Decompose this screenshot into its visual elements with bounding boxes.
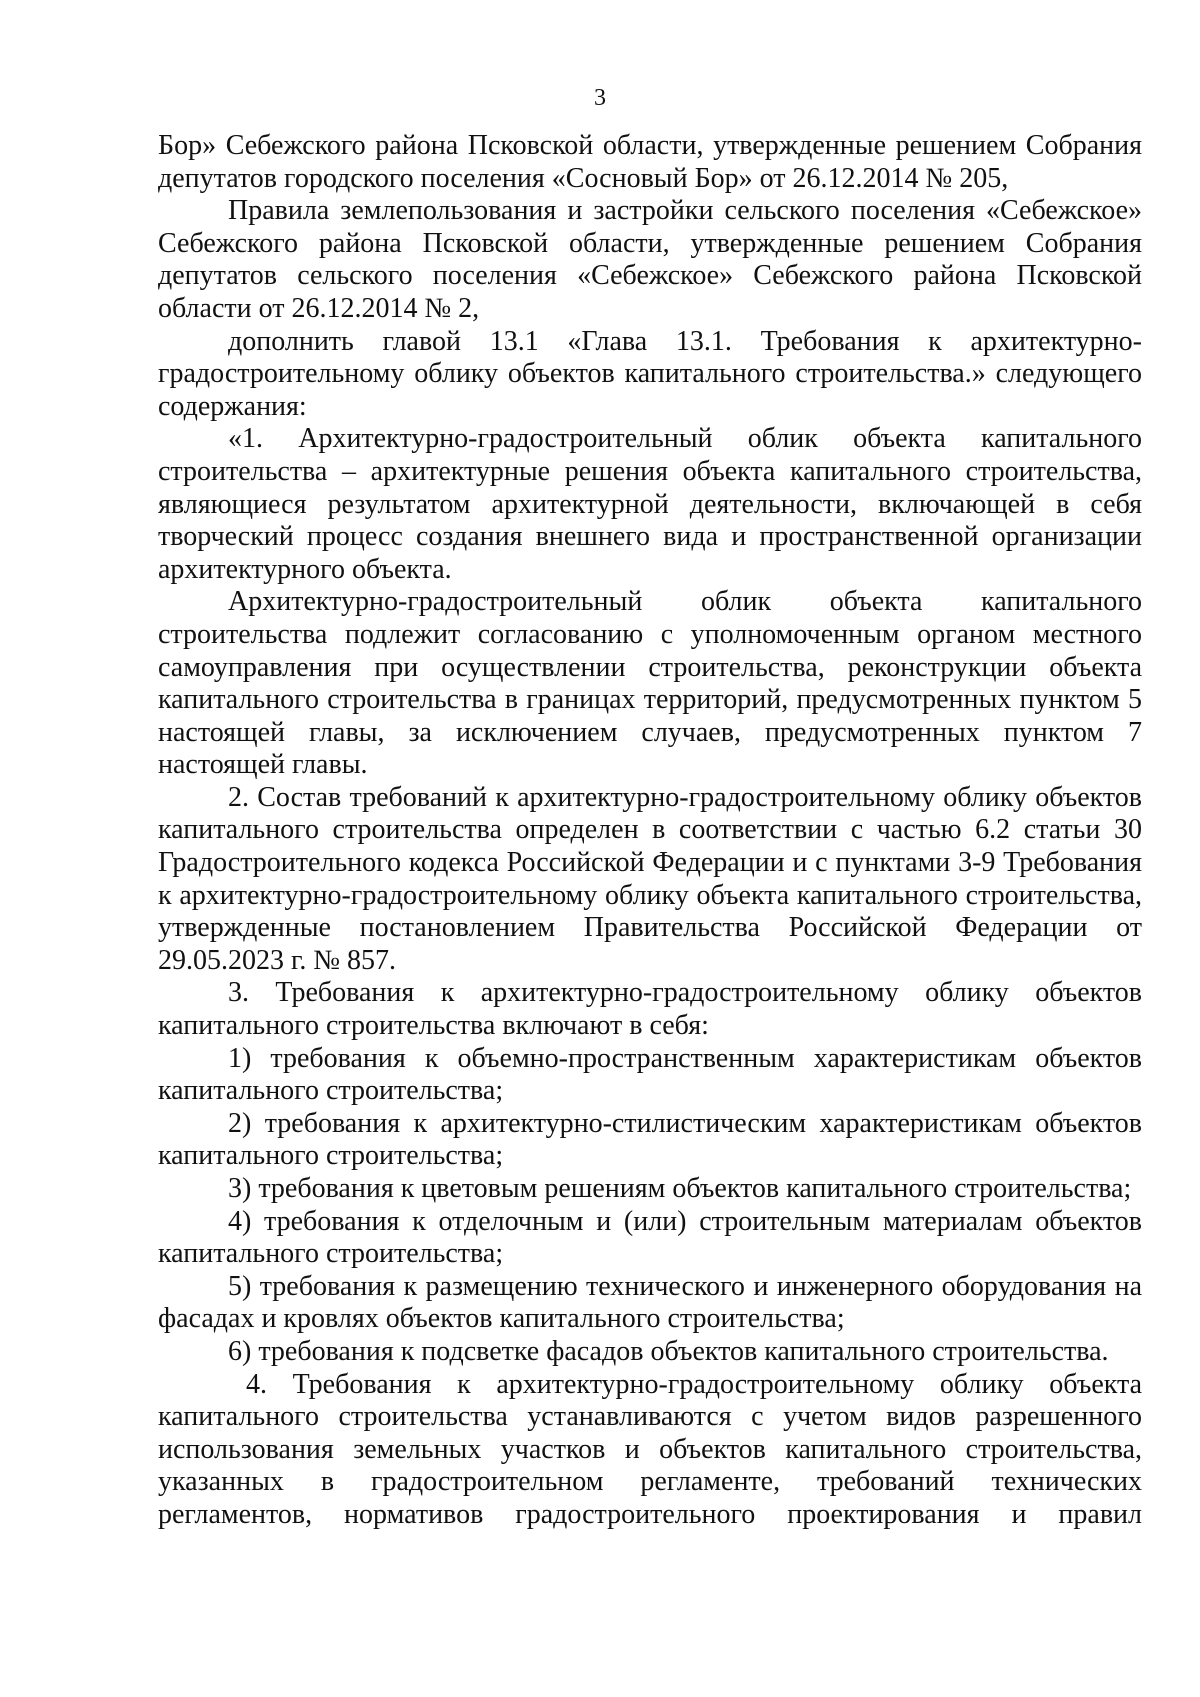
paragraph-item-3: 3. Требования к архитектурно-градостроительному облику объектов капитального строительства включают в себя: (158, 977, 1142, 1042)
list-item-3: 3) требования к цветовым решениям объектов капитального строительства; (228, 1173, 1132, 1204)
paragraph-item-2: 2. Состав требований к архитектурно-градостроительному облику объектов капитального строительства определен в соответствии с частью 6.2 статьи 30 Градостроительного кодекса Российской Федерации и с пунктами 3-9 Требования к архитектурно-градостроительному облику объекта капитального строительства, утвержденные постановлением Правительства Российской Федерации от 29.05.2023 г. № 857. (158, 781, 1142, 976)
list-item-6: 6) требования к подсветке фасадов объектов капитального строительства. (228, 1335, 1109, 1367)
list-item-4: 4) требования к отделочным и (или) строительным материалам объектов капитального строительства; (158, 1205, 1142, 1270)
list-item-5: 5) требования к размещению технического и инженерного оборудования на фасадах и кровлях объектов капитального строительства; (158, 1270, 1142, 1335)
paragraph-item-4: 4. Требования к архитектурно-градостроительному облику объекта капитального строительства устанавливаются с учетом видов разрешенного использования земельных участков и объектов капитального строительства, указанных в градостроительном регламенте, требований технических регламентов, нормативов градостроительного проектирования и правил (158, 1368, 1142, 1530)
paragraph-item-1-approval: Архитектурно-градостроительный облик объекта капитального строительства подлежит согласованию с уполномоченным органом местного самоуправления при осуществлении строительства, реконструкции объекта капитального строительства в границах территорий, предусмотренных пунктом 5 настоящей главы, за исключением случаев, предусмотренных пунктом 7 настоящей главы. (158, 586, 1142, 781)
page-number: 3 (594, 85, 606, 111)
list-item-1: 1) требования к объемно-пространственным характеристикам объектов капитального строительства; (158, 1042, 1142, 1107)
paragraph-item-1: «1. Архитектурно-градостроительный облик объекта капитального строительства – архитектурные решения объекта капитального строительства, являющиеся результатом архитектурной деятельности, включающей в себя творческий процесс создания внешнего вида и пространственной организации архитектурного объекта. (158, 423, 1142, 585)
paragraph-sebezhskoe-rules: Правила землепользования и застройки сельского поселения «Себежское» Себежского района Псковской области, утвержденные решением Собрания депутатов сельского поселения «Себежское» Себежского района Псковской области от 26.12.2014 № 2, (158, 195, 1142, 324)
paragraph-continuation: Бор» Себежского района Псковской области, утвержденные решением Собрания депутатов городского поселения «Сосновый Бор» от 26.12.2014 № 205, (158, 130, 1142, 194)
document-body (158, 130, 1142, 1532)
paragraph-amendment-intro: дополнить главой 13.1 «Глава 13.1. Требования к архитектурно-градостроительному облику объектов капитального строительства.» следующего содержания: (158, 325, 1142, 422)
list-item-2: 2) требования к архитектурно-стилистическим характеристикам объектов капитального строительства; (158, 1107, 1142, 1172)
